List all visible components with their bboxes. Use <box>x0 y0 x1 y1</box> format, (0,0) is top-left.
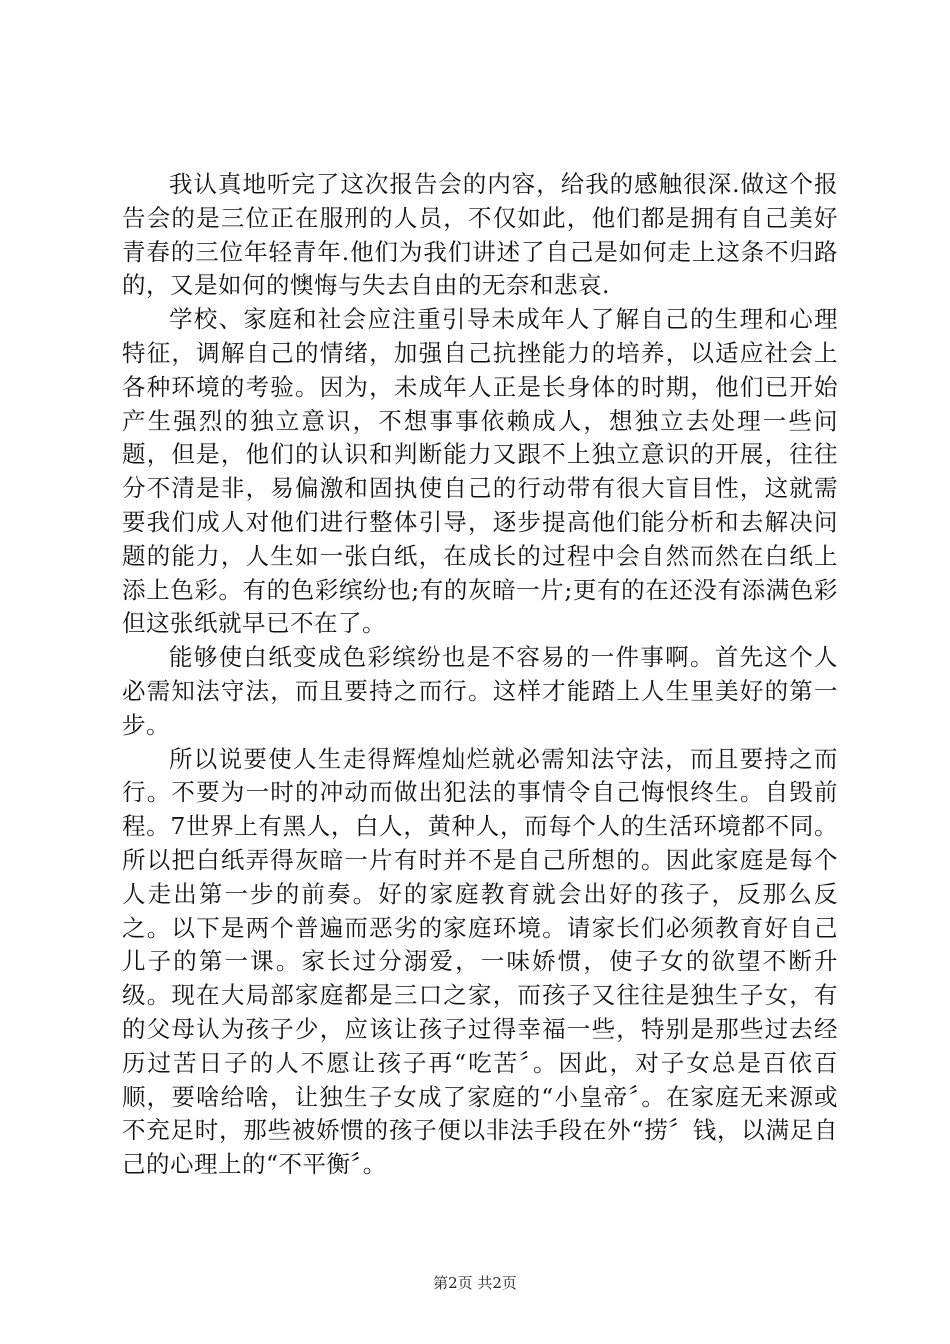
paragraph-2: 学校、家庭和社会应注重引导未成年人了解自己的生理和心理特征，调解自己的情绪，加强自己抗挫能力的培养，以适应社会上各种环境的考验。因为，未成年人正是长身体的时期，他们已开始产生强烈的独立意识，不想事事依赖成人，想独立去处理一些问题，但是，他们的认识和判断能力又跟不上独立意识的开展，往往分不清是非，易偏激和固执使自己的行动带有很大盲目性，这就需要我们成人对他们进行整体引导，逐步提高他们能分析和去解决问题的能力，人生如一张白纸，在成长的过程中会自然而然在白纸上添上色彩。有的色彩缤纷也;有的灰暗一片;更有的在还没有添满色彩但这张纸就早已不在了。 <box>122 305 838 638</box>
paragraph-3: 能够使白纸变成色彩缤纷也是不容易的一件事啊。首先这个人必需知法守法，而且要持之而行。这样才能踏上人生里美好的第一步。 <box>122 643 838 739</box>
paragraph-4: 所以说要使人生走得辉煌灿烂就必需知法守法，而且要持之而行。不要为一时的冲动而做出犯法的事情令自己悔恨终生。自毁前程。7世界上有黑人，白人，黄种人，而每个人的生活环境都不同。所以把白纸弄得灰暗一片有时并不是自己所想的。因此家庭是每个人走出第一步的前奏。好的家庭教育就会出好的孩子，反那么反之。以下是两个普遍而恶劣的家庭环境。请家长们必须教育好自己儿子的第一课。家长过分溺爱，一味娇惯，使子女的欲望不断升级。现在大局部家庭都是三口之家，而孩子又往往是独生子女，有的父母认为孩子少，应该让孩子过得幸福一些，特别是那些过去经历过苦日子的人不愿让孩子再“吃苦〞。因此，对子女总是百依百顺，要啥给啥，让独生子女成了家庭的“小皇帝〞。在家庭无来源或不充足时，那些被娇惯的孩子便以非法手段在外“捞〞钱，以满足自己的心理上的“不平衡〞。 <box>122 744 838 1179</box>
page-footer: 第2页 共2页 <box>433 1274 517 1292</box>
paragraph-1: 我认真地听完了这次报告会的内容，给我的感触很深.做这个报告会的是三位正在服刑的人员，不仅如此，他们都是拥有自己美好青春的三位年轻青年.他们为我们讲述了自己是如何走上这条不归路的，又是如何的懊悔与失去自由的无奈和悲哀. <box>122 170 838 300</box>
document-body <box>122 168 838 1182</box>
